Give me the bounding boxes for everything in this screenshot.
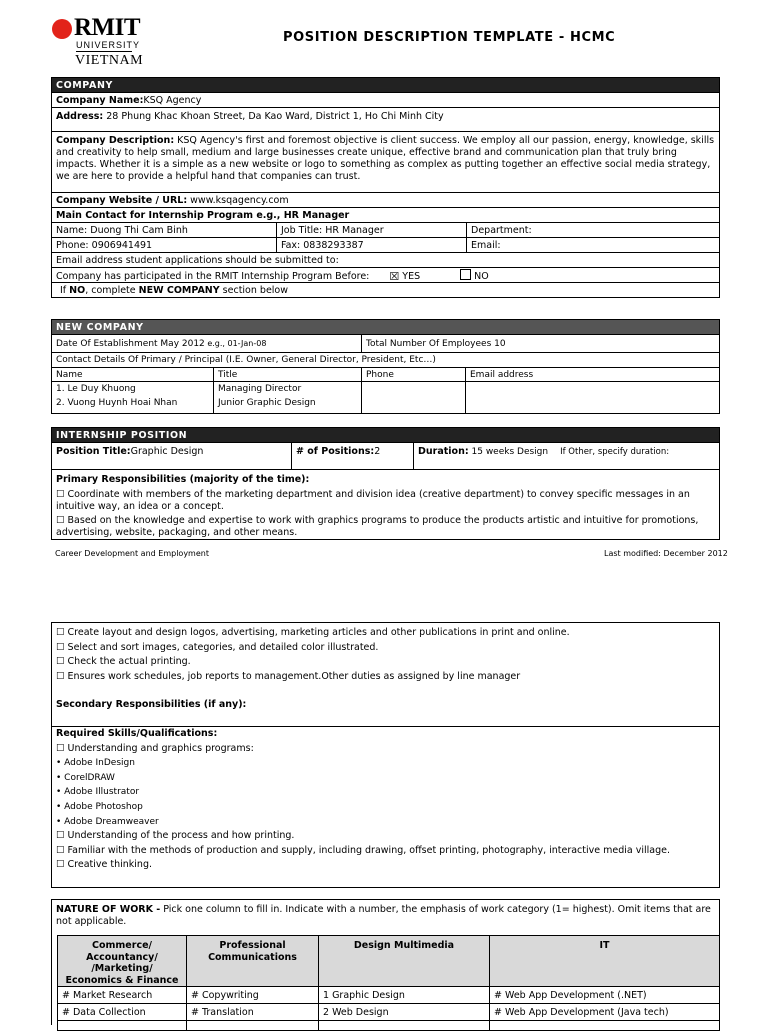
if-no-prefix: If xyxy=(60,284,70,296)
skill-item-3: • CorelDRAW xyxy=(56,772,115,783)
nature-cell-empty xyxy=(490,1021,720,1031)
contact-fax: Fax: 0838293387 xyxy=(277,238,467,253)
nature-cell-empty xyxy=(187,1021,319,1031)
nature-cell: 2 Web Design xyxy=(319,1004,490,1021)
nature-of-work-label: NATURE OF WORK - xyxy=(56,904,161,915)
duration-value: 15 weeks Design xyxy=(468,447,549,457)
participation-row xyxy=(52,268,720,283)
company-header: COMPANY xyxy=(52,78,720,93)
skills-label: Required Skills/Qualifications: xyxy=(56,728,218,739)
primary-responsibilities xyxy=(52,470,720,540)
positions-count: 2 xyxy=(374,446,381,457)
address-label: Address: xyxy=(56,111,104,122)
contact-phones xyxy=(362,382,466,414)
nature-of-work-instructions xyxy=(52,900,715,928)
nature-cell-empty xyxy=(58,1021,187,1031)
duration-cell xyxy=(414,443,720,470)
contact-name-2: 2. Vuong Huynh Hoai Nhan xyxy=(56,398,178,408)
position-title-cell xyxy=(52,443,292,470)
contact-phone: Phone: 0906941491 xyxy=(52,238,277,253)
participation-question: Company has participated in the RMIT Internship Program Before: xyxy=(56,270,370,282)
document-title: POSITION DESCRIPTION TEMPLATE - HCMC xyxy=(283,30,616,45)
contact-department: Department: xyxy=(467,223,720,238)
logo-divider xyxy=(76,51,132,52)
secondary-responsibilities-label: Secondary Responsibilities (if any): xyxy=(56,699,247,711)
internship-table xyxy=(51,427,720,540)
positions-cell xyxy=(292,443,414,470)
nature-cell: 1 Graphic Design xyxy=(319,987,490,1004)
primary-item-5: ☐ Check the actual printing. xyxy=(56,656,191,668)
nature-cell: # Data Collection xyxy=(58,1004,187,1021)
primary-responsibilities-label: Primary Responsibilities (majority of the time): xyxy=(56,474,310,485)
skill-item-7: ☐ Understanding of the process and how printing. xyxy=(56,830,295,842)
contact-name-1: 1. Le Duy Khuong xyxy=(56,384,136,394)
nature-cell: # Web App Development (.NET) xyxy=(490,987,720,1004)
website-row xyxy=(52,193,720,208)
skill-item-6: • Adobe Dreamweaver xyxy=(56,816,159,827)
position-title-label: Position Title: xyxy=(56,446,131,457)
rmit-logo-mark xyxy=(52,19,72,39)
nature-cell-empty xyxy=(319,1021,490,1031)
contact-emails xyxy=(466,382,720,414)
contact-job-title: Job Title: HR Manager xyxy=(277,223,467,238)
skill-item-9: ☐ Creative thinking. xyxy=(56,859,153,871)
if-no-mid: , complete xyxy=(85,284,139,296)
applications-email: Email address student applications should be submitted to: xyxy=(52,253,720,268)
col-title: Title xyxy=(214,368,362,382)
company-name: KSQ Agency xyxy=(143,94,202,106)
website-label: Company Website / URL: xyxy=(56,194,188,206)
nature-cell: # Translation xyxy=(187,1004,319,1021)
new-company-ref: NEW COMPANY xyxy=(138,284,220,296)
establishment-hint: e.g., 01-Jan-08 xyxy=(204,338,267,348)
primary-item-4: ☐ Select and sort images, categories, and detailed color illustrated. xyxy=(56,641,379,653)
nature-cell: # Market Research xyxy=(58,987,187,1004)
nature-cell: # Web App Development (Java tech) xyxy=(490,1004,720,1021)
new-company-header: NEW COMPANY xyxy=(52,320,720,335)
logo-vietnam: VIETNAM xyxy=(75,53,144,68)
responsibilities-continued-box xyxy=(51,622,720,727)
position-title: Graphic Design xyxy=(130,446,204,457)
no-label: NO xyxy=(474,270,489,282)
main-contact-heading: Main Contact for Internship Program e.g., HR Manager xyxy=(52,208,720,223)
total-employees: Total Number Of Employees 10 xyxy=(362,335,720,353)
col-name: Name xyxy=(52,368,214,382)
establishment-label: Date Of Establishment May 2012 xyxy=(56,338,205,349)
positions-label: # of Positions: xyxy=(296,446,375,457)
duration-label: Duration: xyxy=(418,446,469,457)
primary-item-2: ☐ Based on the knowledge and expertise to work with graphics programs to produce the products artistic and intuitive for promotions, advertising, website, packaging, and other means. xyxy=(56,515,699,538)
nature-of-work-table xyxy=(57,935,720,1031)
logo-university: UNIVERSITY xyxy=(76,40,141,50)
skill-item-8: ☐ Familiar with the methods of production and supply, including drawing, offset printing, photography, interactive media village. xyxy=(56,844,671,856)
primary-item-6: ☐ Ensures work schedules, job reports to management.Other duties as assigned by line manager xyxy=(56,670,521,682)
skill-item-4: • Adobe Illustrator xyxy=(56,787,140,798)
contact-title-2: Junior Graphic Design xyxy=(218,398,316,408)
yes-checkbox[interactable]: ☒ xyxy=(389,269,400,283)
nature-col-commerce: Commerce/ Accountancy/ /Marketing/ Economics & Finance xyxy=(58,936,187,987)
contact-name: Name: Duong Thi Cam Binh xyxy=(52,223,277,238)
col-phone: Phone xyxy=(362,368,466,382)
if-no-bold: NO xyxy=(69,284,86,296)
company-table xyxy=(51,77,720,298)
company-description-label: Company Description: xyxy=(56,135,175,146)
company-description: KSQ Agency's first and foremost objective is client success. We employ all our passion, energy, knowledge, skills and creativity to help small, medium and large businesses create unique, effective brand and communication plan that truly bring impacts. Whether it is a simple as a new website or logo to something as complex as putting together an effective social media strategy, we are here to provide a helpful hand that companies can trust. xyxy=(56,135,715,182)
address: 28 Phung Khac Khoan Street, Da Kao Ward, District 1, Ho Chi Minh City xyxy=(106,111,444,122)
no-checkbox[interactable] xyxy=(460,269,471,280)
contact-email: Email: xyxy=(467,238,720,253)
skills-box xyxy=(51,725,720,888)
footer-left: Career Development and Employment xyxy=(55,549,209,558)
skill-item-1: ☐ Understanding and graphics programs: xyxy=(56,742,254,754)
if-no-suffix: section below xyxy=(219,284,289,296)
website-link[interactable]: www.ksqagency.com xyxy=(190,194,289,206)
nature-of-work-text: Pick one column to fill in. Indicate with a number, the emphasis of work category (1= highest). Omit items that are not applicable. xyxy=(56,904,711,927)
logo-rmit: RMIT xyxy=(74,14,141,41)
contact-titles xyxy=(214,382,362,414)
nature-cell: # Copywriting xyxy=(187,987,319,1004)
contact-details-heading: Contact Details Of Primary / Principal (I.E. Owner, General Director, President, Etc…) xyxy=(52,353,720,368)
establishment-date xyxy=(52,335,362,353)
nature-col-it: IT xyxy=(490,936,720,987)
col-email: Email address xyxy=(466,368,720,382)
nature-col-communications: Professional Communications xyxy=(187,936,319,987)
contact-title-1: Managing Director xyxy=(218,384,302,394)
footer-right: Last modified: December 2012 xyxy=(604,549,728,558)
if-no-note xyxy=(52,283,720,298)
other-duration: If Other, specify duration: xyxy=(560,447,670,457)
nature-col-design: Design Multimedia xyxy=(319,936,490,987)
company-name-label: Company Name: xyxy=(56,94,144,106)
primary-item-1: ☐ Coordinate with members of the marketing department and division idea (creative department) to convey specific messages in an intuitive way, an idea or a concept. xyxy=(56,489,690,512)
skill-item-2: • Adobe InDesign xyxy=(56,758,135,769)
yes-label: YES xyxy=(402,270,421,282)
skill-item-5: • Adobe Photoshop xyxy=(56,801,143,812)
internship-header: INTERNSHIP POSITION xyxy=(52,428,720,443)
contact-names xyxy=(52,382,214,414)
primary-item-3: ☐ Create layout and design logos, advertising, marketing articles and other publications in print and online. xyxy=(56,627,570,638)
company-name-row xyxy=(52,93,720,108)
company-description-row xyxy=(52,132,720,193)
new-company-table xyxy=(51,319,720,414)
address-row xyxy=(52,108,720,132)
